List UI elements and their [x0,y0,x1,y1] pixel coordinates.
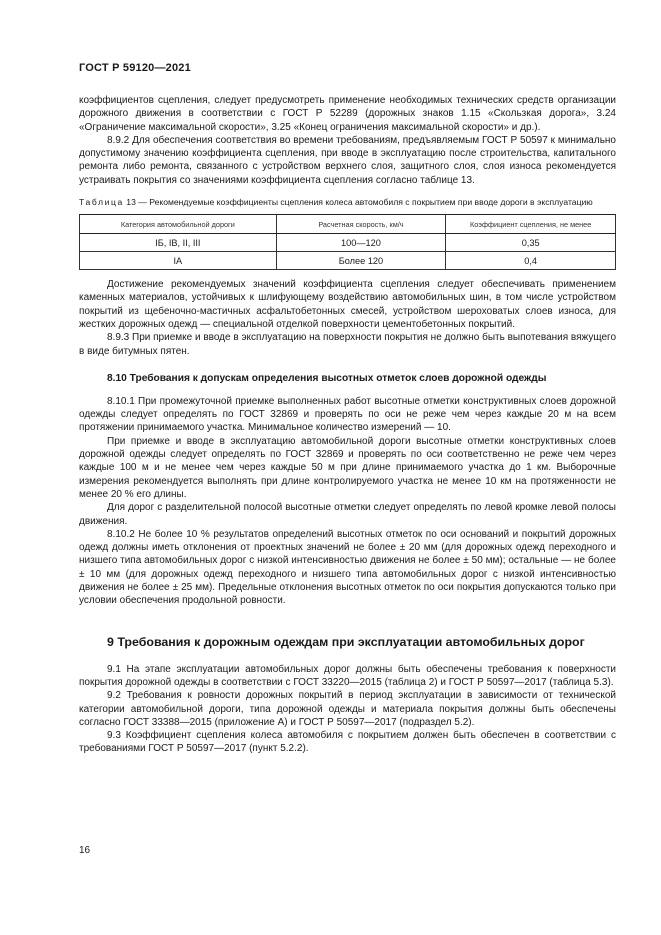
table-header-cell: Коэффициент сцепления, не менее [446,215,616,234]
table-header-cell: Категория автомобильной дороги [80,215,277,234]
table-header-row [80,215,616,234]
table-cell: Более 120 [276,252,446,270]
paragraph-friction-materials: Достижение рекомендуемых значений коэффициента сцепления следует обеспечивать применением каменных материалов, устойчивых к шлифующему воздействию автомобильных шин, в том числе устройством покрытий из щебеночно-мастичных асфальтобетонных смесей, устройством шероховатых слоев износа, для жестких дорожных одежд — специальной отделкой поверхности цементобетонных покрытий. [79,279,616,330]
paragraph-8-10-2: 8.10.2 Не более 10 % результатов определений высотных отметок по оси оснований и покрытий дорожных одежд должны иметь отклонения от проектных значений не более ± 20 мм (для дорожных одежд переходного и низшего типа автомобильных дорог с низкой интенсивностью движения не более ± 50 мм); остальные — не более ± 10 мм (для дорожных одежд переходного и низшего типа автомобильных дорог с низкой интенсивностью движения не более ± 25 мм). Предельные отклонения высотных отметок по оси покрытия допускаются только при условии обеспечения продольной ровности. [79,528,616,607]
table-13 [79,214,616,270]
paragraph-8-9-2: 8.9.2 Для обеспечения соответствия во времени требованиям, предъявляемым ГОСТ Р 50597 к минимально допустимому значению коэффициента сцепления, при вводе в эксплуатацию после строительства, капитального ремонта либо ремонта, связанного с устройством верхнего слоя, защитного слоя, слоя износа рекомендуется устраивать покрытия со значениями коэффициента сцепления согласно таблице 13. [79,134,616,186]
table-cell: IA [80,252,277,270]
table-caption-text: 13 — Рекомендуемые коэффициенты сцепления колеса автомобиля с покрытием при вводе дороги в эксплуатацию [126,197,593,208]
table-cell: IБ, IB, II, III [80,234,277,252]
document-header: ГОСТ Р 59120—2021 [79,62,191,74]
table-caption-label: Таблица [79,197,124,208]
table-row [80,234,616,252]
paragraph-9-3: 9.3 Коэффициент сцепления колеса автомобиля с покрытием должен быть обеспечен в соответствии с требованиями ГОСТ Р 50597—2017 (пункт 5.2.2). [79,730,616,755]
paragraph-9-2: 9.2 Требования к ровности дорожных покрытий в период эксплуатации в зависимости от технической категории автомобильной дороги, типа дорожной одежды и материала покрытия должны быть обеспечены согласно ГОСТ 33388—2015 (приложение А) и ГОСТ Р 50597—2017 (подраздел 5.2). [79,690,616,728]
page-content [79,94,616,756]
paragraph-continuation: коэффициентов сцепления, следует предусмотреть применение необходимых технических средств организации дорожного движения в соответствии с ГОСТ Р 52289 (дорожных знаков 1.15 «Скользкая дорога», 3.24 «Ограничение максимальной скорости», 3.25 «Конец ограничения максимальной скорости» и др.). [79,95,616,133]
table-header-cell: Расчетная скорость, км/ч [276,215,446,234]
paragraph-9-1: 9.1 На этапе эксплуатации автомобильных дорог должны быть обеспечены требования к поверхности покрытия дорожной одежды в соответствии с ГОСТ 33220—2015 (таблица 2) и ГОСТ Р 50597—2017 (таблица 5.3). [79,663,616,688]
paragraph-acceptance: При приемке и вводе в эксплуатацию автомобильной дороги высотные отметки конструктивных слоев дорожной одежды следует определять по ГОСТ 32869 и проверять по оси соответственно не реже чем через каждые 100 м и не менее чем через каждые 50 м при длине принимаемого участка до 1 км. Выборочные измерения рекомендуется выполнять при длине контролируемого участка не менее 10 км на протяженности не менее 20 % его длины. [79,435,616,500]
paragraph-8-10-1: 8.10.1 При промежуточной приемке выполненных работ высотные отметки конструктивных слоев дорожной одежды следует определять по ГОСТ 32869 и проверять по оси не реже чем через каждые 20 м на всем протяжении принимаемого участка. Минимальное количество измерений — 10. [79,395,616,434]
table-cell: 0,4 [446,252,616,270]
table-caption [79,197,616,208]
paragraph-divided-roads: Для дорог с разделительной полосой высотные отметки следует определять по левой кромке левой полосы движения. [79,502,616,527]
page-number: 16 [79,845,91,856]
section-heading-8-10: 8.10 Требования к допускам определения высотных отметок слоев дорожной одежды [107,372,547,384]
table-row [80,252,616,270]
table-cell: 0,35 [446,234,616,252]
paragraph-8-9-3: 8.9.3 При приемке и вводе в эксплуатацию на поверхности покрытия не должно быть выпотевания вяжущего в виде битумных пятен. [79,332,617,357]
table-cell: 100—120 [276,234,446,252]
section-heading-9: 9 Требования к дорожным одеждам при эксплуатации автомобильных дорог [107,634,585,649]
